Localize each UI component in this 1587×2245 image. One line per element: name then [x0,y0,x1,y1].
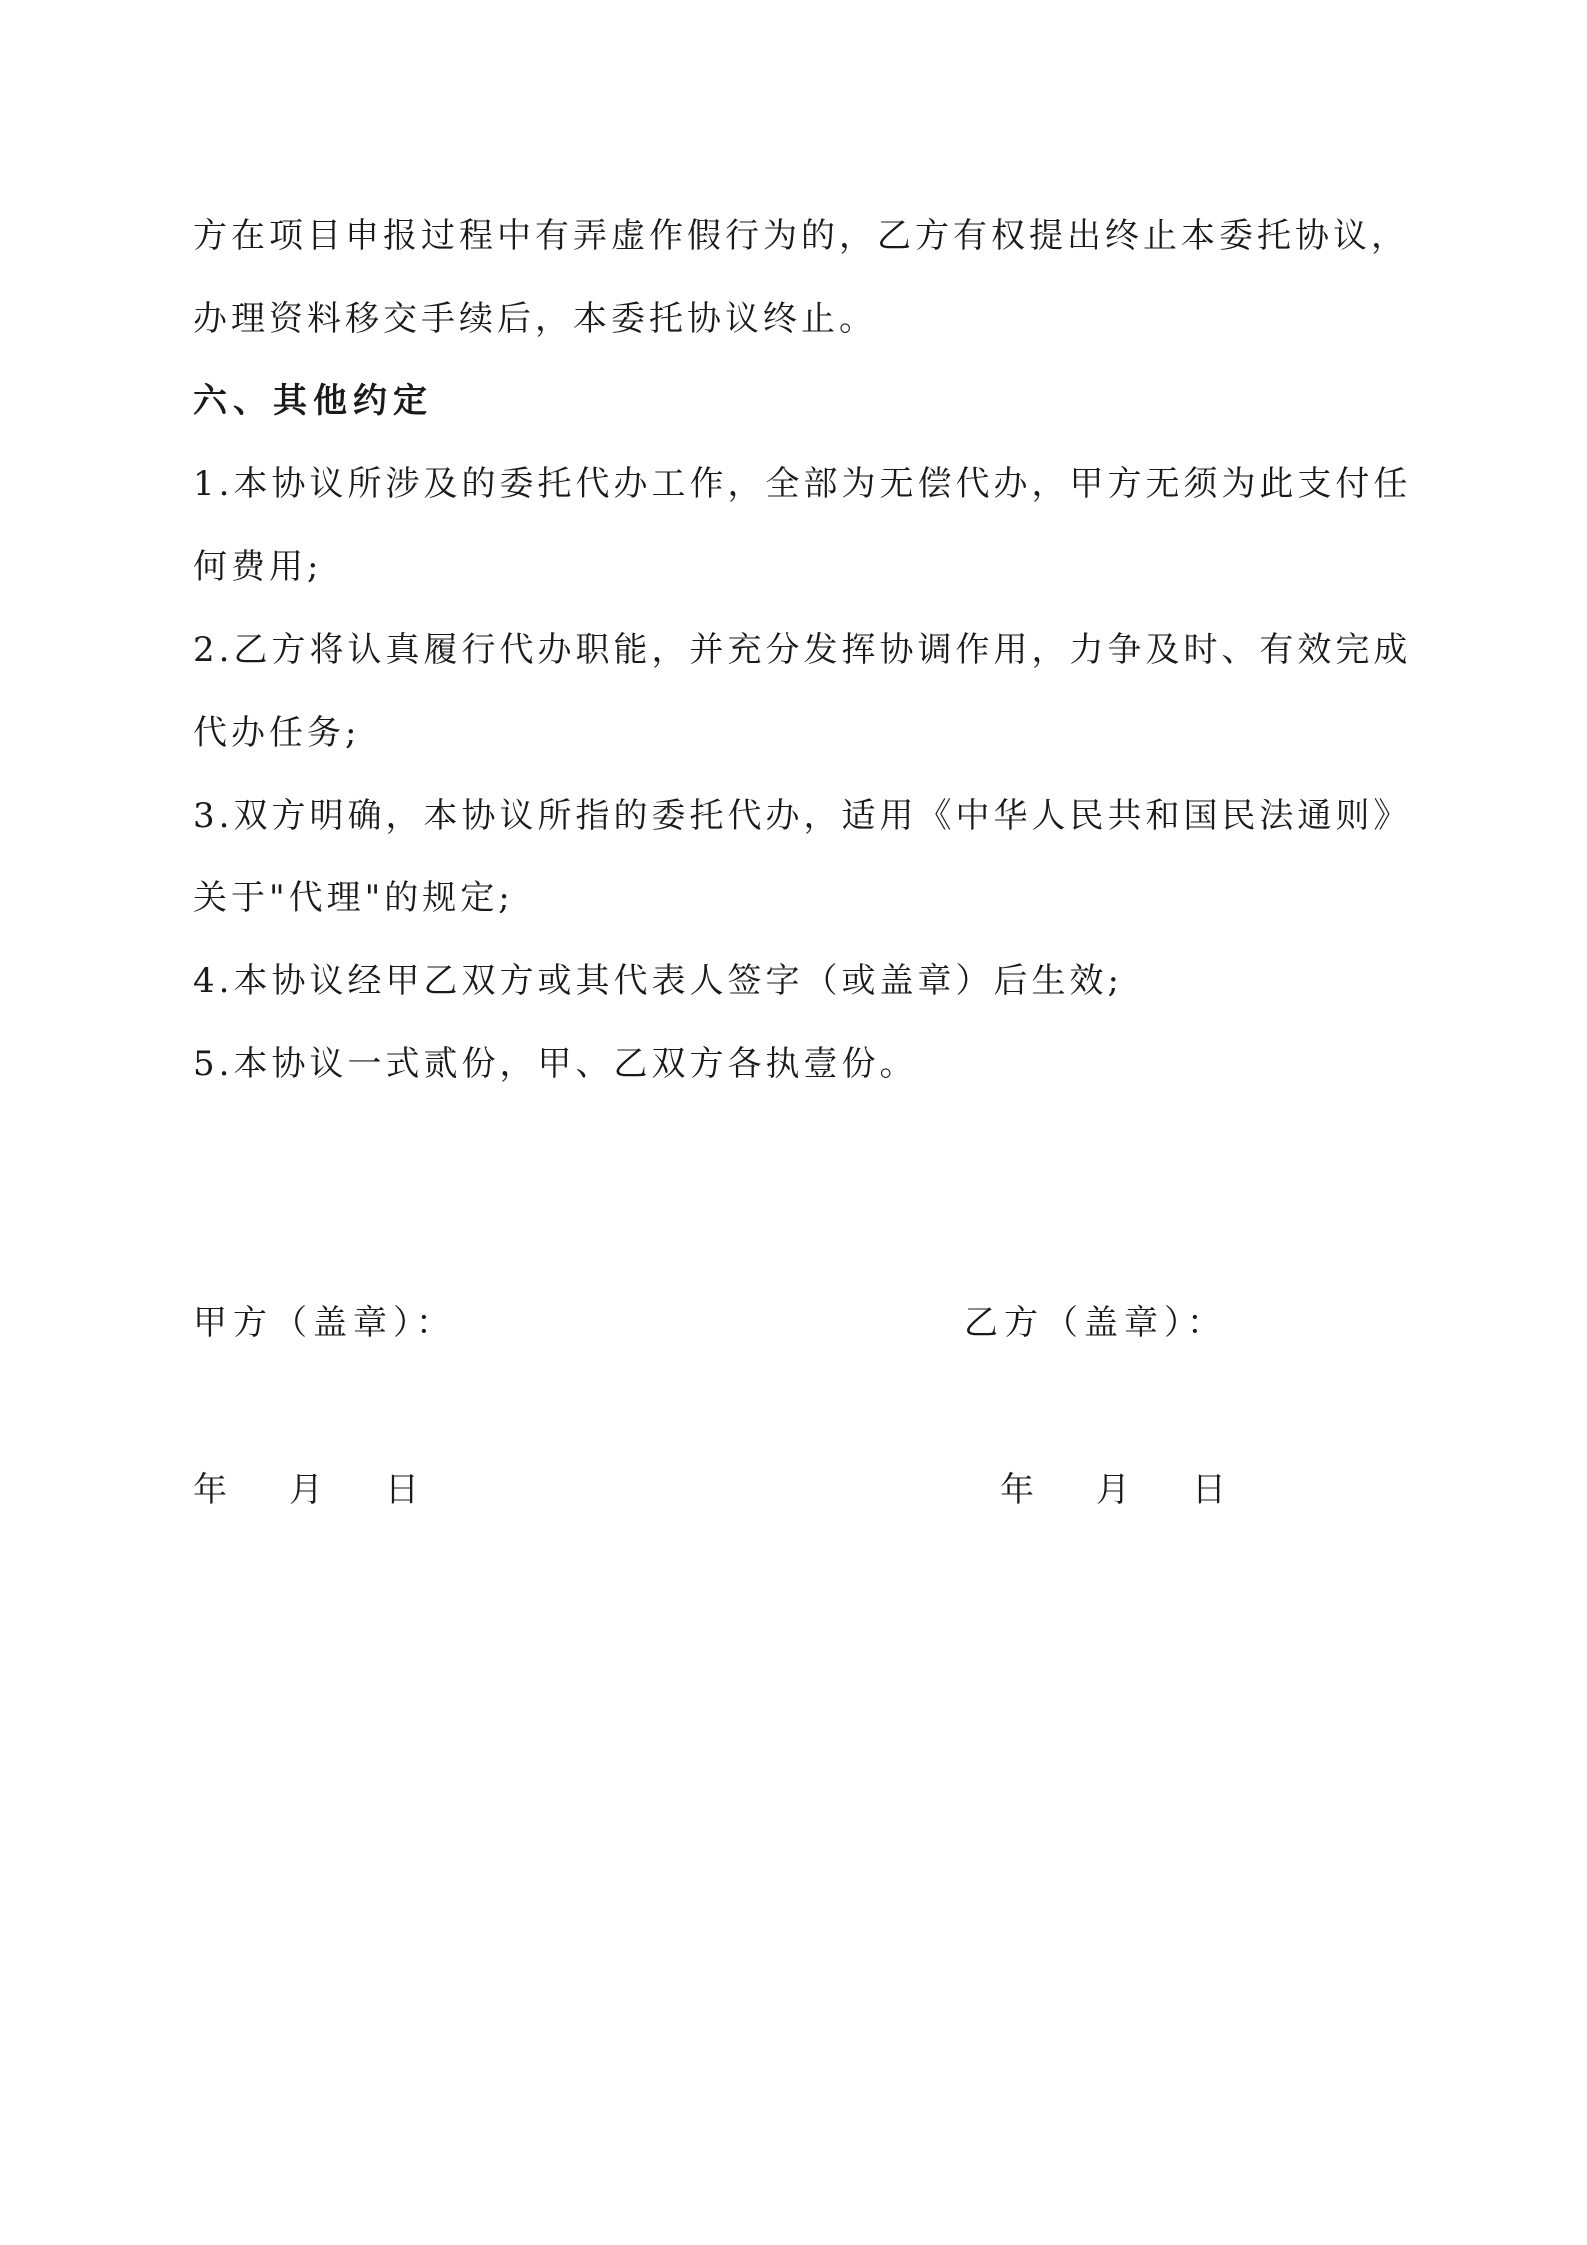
clause-line: 4.本协议经甲乙双方或其代表人签字（或盖章）后生效; [193,961,1123,1001]
month-label: 月 [289,1470,323,1510]
party-a-date [193,1470,419,1510]
clause-line: 2.乙方将认真履行代办职能，并充分发挥协调作用，力争及时、有效完成 [193,630,1412,670]
party-a-seal-label: 甲方（盖章）： [193,1303,456,1343]
day-label: 日 [1192,1470,1226,1510]
clause-line: 1.本协议所涉及的委托代办工作，全部为无偿代办，甲方无须为此支付任 [193,464,1412,504]
paragraph-line: 方在项目申报过程中有弄虚作假行为的，乙方有权提出终止本委托协议， [193,216,1409,256]
clause-line: 关于"代理"的规定; [193,878,514,918]
paragraph-line: 办理资料移交手续后，本委托协议终止。 [193,299,877,339]
day-label: 日 [385,1470,419,1510]
month-label: 月 [1096,1470,1130,1510]
section-heading: 六、其他约定 [193,381,433,421]
clause-line: 何费用; [193,547,323,587]
party-b-date [1000,1470,1226,1510]
year-label: 年 [193,1470,227,1510]
clause-line: 3.双方明确，本协议所指的委托代办，适用《中华人民共和国民法通则》 [193,796,1412,836]
party-b-seal-label: 乙方（盖章）： [964,1303,1227,1343]
clause-line: 代办任务; [193,713,361,753]
clause-line: 5.本协议一式贰份，甲、乙双方各执壹份。 [193,1044,918,1084]
year-label: 年 [1000,1470,1034,1510]
